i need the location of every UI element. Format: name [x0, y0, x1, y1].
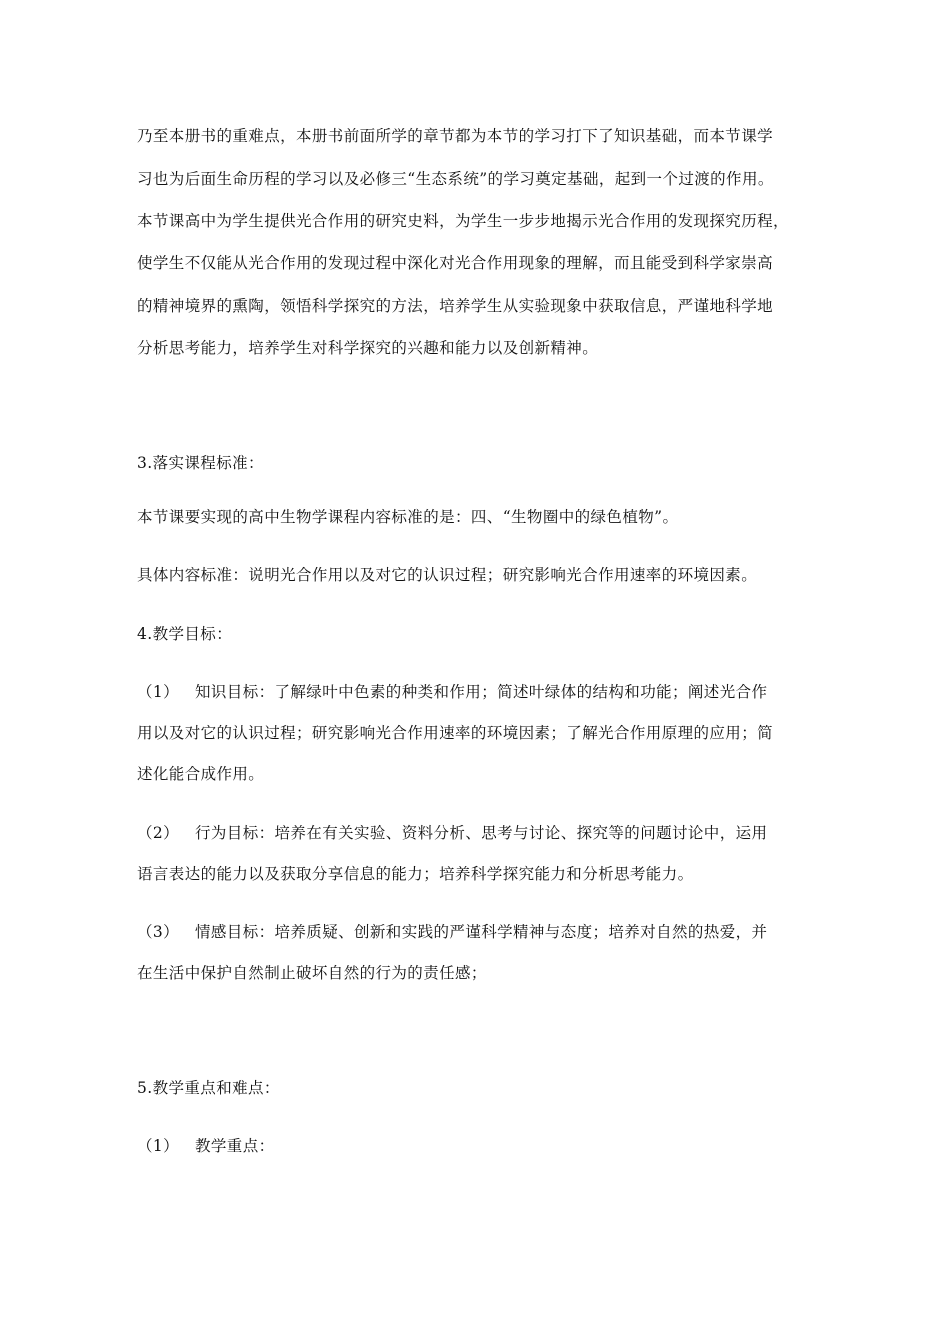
paragraph-line: 分析思考能力，培养学生对科学探究的兴趣和能力以及创新精神。 — [137, 339, 599, 357]
paragraph-line: 具体内容标准：说明光合作用以及对它的认识过程；研究影响光合作用速率的环境因素。 — [137, 566, 758, 584]
item-text: 情感目标：培养质疑、创新和实践的严谨科学精神与态度；培养对自然的热爱，并 — [195, 923, 768, 941]
paragraph-line: 本节课高中为学生提供光合作用的研究史料，为学生一步步地揭示光合作用的发现探究历程， — [137, 212, 789, 230]
list-item — [137, 682, 767, 702]
item-number: （1） — [137, 1137, 180, 1155]
paragraph-line: 本节课要实现的高中生物学课程内容标准的是：四、“生物圈中的绿色植物”。 — [137, 508, 679, 526]
section-heading: 5.教学重点和难点： — [137, 1079, 280, 1097]
paragraph-line: 使学生不仅能从光合作用的发现过程中深化对光合作用现象的理解，而且能受到科学家崇高 — [137, 254, 774, 272]
item-number: （2） — [137, 824, 180, 842]
item-number: （1） — [137, 683, 180, 701]
item-number: （3） — [137, 923, 180, 941]
paragraph-line: 的精神境界的熏陶，领悟科学探究的方法，培养学生从实验现象中获取信息，严谨地科学地 — [137, 297, 774, 315]
paragraph-line: 用以及对它的认识过程；研究影响光合作用速率的环境因素；了解光合作用原理的应用；简 — [137, 724, 774, 742]
list-item — [137, 823, 767, 843]
item-text: 知识目标：了解绿叶中色素的种类和作用；简述叶绿体的结构和功能；阐述光合作 — [195, 683, 768, 701]
paragraph-line: 语言表达的能力以及获取分享信息的能力；培养科学探究能力和分析思考能力。 — [137, 865, 694, 883]
paragraph-line: 在生活中保护自然制止破坏自然的行为的责任感； — [137, 964, 487, 982]
item-text: 教学重点： — [195, 1137, 275, 1155]
list-item — [137, 1136, 275, 1156]
list-item — [137, 922, 767, 942]
section-heading: 3.落实课程标准： — [137, 454, 264, 472]
paragraph-line: 习也为后面生命历程的学习以及必修三“生态系统”的学习奠定基础，起到一个过渡的作用。 — [137, 170, 774, 188]
item-text: 行为目标：培养在有关实验、资料分析、思考与讨论、探究等的问题讨论中，运用 — [195, 824, 768, 842]
section-heading: 4.教学目标： — [137, 625, 233, 643]
paragraph-line: 述化能合成作用。 — [137, 765, 265, 783]
paragraph-line: 乃至本册书的重难点，本册书前面所学的章节都为本节的学习打下了知识基础，而本节课学 — [137, 127, 774, 145]
